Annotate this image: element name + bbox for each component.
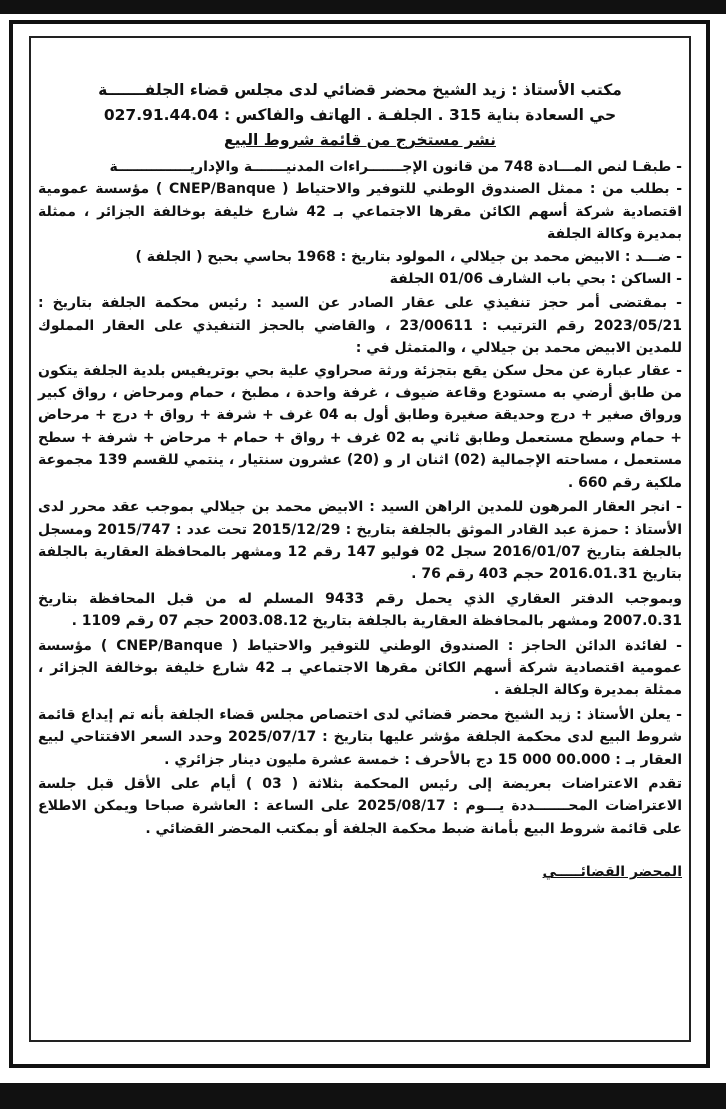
notice-title: نشر مستخرج من قائمة شروط البيع <box>223 131 496 149</box>
announcement-paragraph: - يعلن الأستاذ : زيد الشيخ محضر قضائي لدى اختصاص مجلس قضاء الجلفة بأنه تم إيداع قائمة شروط البيع لدى محكمة الجلفة مؤشر عليها بتاريخ : 2025/07/17 وحدد السعر الافتتاحي لبيع العقار بـ : 00.000 000 15 دج بالأحرف : خمسة عشرة مليون دينار جزائري . <box>38 706 682 768</box>
legal-notice <box>38 78 682 894</box>
ownership-deed-paragraph: - انجر العقار المرهون للمدين الراهن السيد : الابيض محمد بن جيلالي بموجب عقد محرر لدى الأستاذ : حمزة عبد القادر الموثق بالجلفة بتاريخ : 2015/12/29 تحت عدد : 2015/747 ومسجل بالجلفة بتاريخ 2016/01/07 سجل 02 فوليو 147 رقم 12 ومشهر بالمحافظة العقارية بالجلفة بتاريخ 2016.01.31 حجم 403 رقم 76 . <box>38 499 683 583</box>
creditor-paragraph: - لفائدة الدائن الحاجز : الصندوق الوطني للتوفير والاحتياط ( CNEP/Banque ) مؤسسة عمومية اقتصادية شركة أسهم الكائن مقرها الاجتماعي بـ 42 شارع خليفة بوخالفة الجزائر ، ممثلة بمديرة وكالة الجلفة . <box>38 637 682 699</box>
seizure-order-paragraph: - بمقتضى أمر حجز تنفيذي على عقار الصادر عن السيد : رئيس محكمة الجلفة بتاريخ : 2023/05/21 رقم الترتيب : 23/00611 ، والقاضي بالحجز التنفيذي على العقار المملوك للمدين الابيض محمد بن جيلالي ، والمتمثل في : <box>38 295 682 357</box>
land-register-paragraph: وبموجب الدفتر العقاري الذي يحمل رقم 9433 المسلم له من قبل المحافظة بتاريخ 2007.0.31 ومشهر بالمحافظة العقارية بالجلفة بتاريخ 2003.08.12 حجم 07 رقم 1109 . <box>38 590 683 630</box>
residence-paragraph: - الساكن : بحي باب الشارف 01/06 الجلفة <box>389 271 682 288</box>
bailiff-signature: المحضر القضائـــــي <box>542 864 682 881</box>
top-black-bar <box>0 0 726 14</box>
legal-basis-paragraph: - طبقـا لنص المـــادة 748 من قانون الإجـــــــراءات المدنيـــــــة والإداريـــــــــــــــة <box>109 159 682 175</box>
office-header: مكتب الأستاذ : زيد الشيخ محضر قضائي لدى مجلس قضاء الجلفـــــــة <box>98 81 622 99</box>
office-address: حي السعادة بناية 315 . الجلفـة . الهاتف والفاكس : 027.91.44.04 <box>103 106 617 124</box>
property-description-paragraph: - عقار عبارة عن محل سكن يقع بتجزئة ورثة صحراوي علية بحي بوتريفيس بلدية الجلفة يتكون من طابق أرضي به مستودع وقاعة ضيوف ، غرفة واحدة ، مطبخ ، حمام ومرحاض ، رواق كبير ورواق صغير + درج وحديقة صغيرة وطابق أول به 04 غرف + شرفة + رواق + درج + مرحاض + حمام وسطح مستعمل وطابق ثاني به 02 غرف + رواق + حمام + مرحاض + شرفة + سطح مستعمل ، مساحته الإجمالية (02) اثنان ار و (20) عشرون سنتيار ، ينتمي للقسم 139 مجموعة ملكية رقم 660 . <box>38 362 682 491</box>
objections-paragraph: تقدم الاعتراضات بعريضة إلى رئيس المحكمة بثلاثة ( 03 ) أيام على الأقل قبل جلسة الاعتراضات المحـــــــددة يـــوم : 2025/08/17 على الساعة : العاشرة صباحا ويمكن الاطلاع على قائمة شروط البيع بأمانة ضبط محكمة الجلفة أو بمكتب المحضر القضائي . <box>38 775 683 837</box>
bottom-black-bar <box>0 1083 726 1109</box>
requester-paragraph: - بطلب من : ممثل الصندوق الوطني للتوفير والاحتياط ( CNEP/Banque ) مؤسسة عمومية اقتصادية شركة أسهم الكائن مقرها الاجتماعي بـ 42 شارع خليفة بوخالفة الجزائر ، ممثلة بمديرة وكالة الجلفة <box>38 181 683 243</box>
debtor-paragraph: - ضـــد : الابيض محمد بن جيلالي ، المولود بتاريخ : 1968 بحاسي بحبح ( الجلفة ) <box>135 248 682 265</box>
